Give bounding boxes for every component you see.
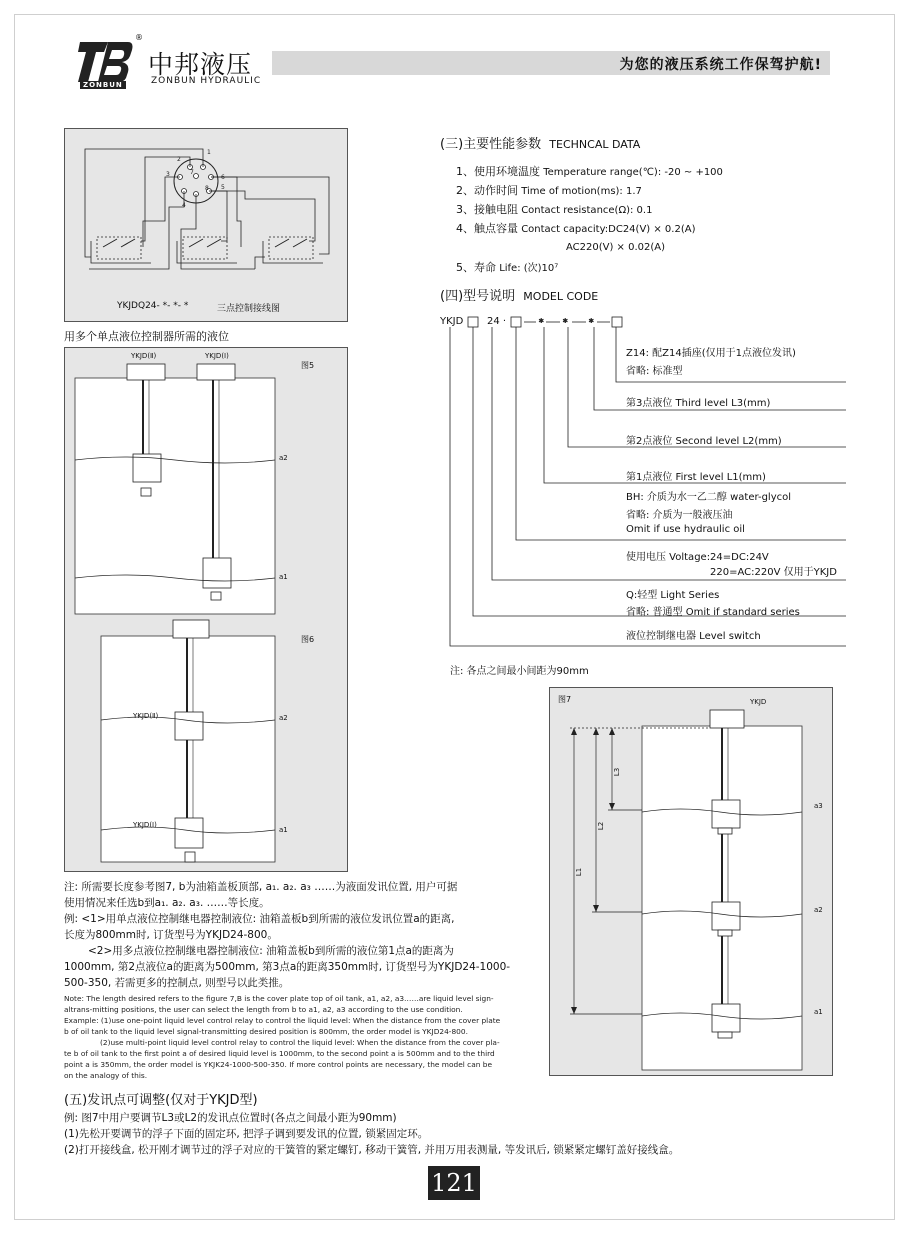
svg-text:*: * [589, 318, 594, 328]
fig7-panel [549, 687, 833, 1076]
fig7-diagram [550, 688, 832, 1075]
fig6-level-a1: a1 [279, 826, 288, 834]
multi-level-caption: 用多个单点液位控制器所需的液位 [64, 330, 229, 343]
pin-label: 5 [221, 184, 225, 191]
spec-item: 5、寿命 Life: (次)10⁷ [456, 261, 559, 274]
zonbun-logo-icon [78, 40, 134, 84]
fig7-dim-l3: L3 [613, 767, 622, 777]
slogan: 为您的液压系统工作保驾护航! [619, 57, 822, 73]
adjust-title: (五)发讯点可调整(仅对于YKJD型) [64, 1093, 258, 1108]
model-bh-omit: 省略: 介质为一般液压油 [626, 510, 733, 521]
fig7-title: 图7 [558, 695, 572, 704]
brand-name-cn: 中邦液压 [148, 50, 253, 79]
fig5-ctrl-label: YKJD(Ⅱ) [131, 352, 157, 360]
wiring-diagram [65, 129, 347, 321]
model-l2: 第2点液位 Second level L2(mm) [626, 436, 782, 447]
fig6-level-a2: a2 [279, 714, 288, 722]
fig7-level-a1: a1 [814, 1008, 823, 1016]
model-series-omit: 省略: 普通型 Omit if standard series [626, 607, 800, 618]
model-code-title: (四)型号说明 MODEL CODE [440, 289, 599, 304]
model-bh-omit-en: Omit if use hydraulic oil [626, 524, 745, 535]
pin-label: 8 [205, 185, 209, 192]
pin-label: 2 [177, 156, 181, 163]
brand-name-en: ZONBUN HYDRAULIC [151, 76, 262, 86]
spec-item: 4、触点容量 Contact capacity:DC24(V) × 0.2(A) [456, 222, 696, 235]
svg-text:*: * [539, 318, 544, 328]
notes-cn: 注: 所需要长度参考图7, b为油箱盖板顶部, a₁. a₂. a₃ ……为液面发讯位置, 用户可据 使用情况来任选b到a₁. a₂. a₃. ……等长度。 例: <1>用单点液位控制继电器控制液位: 油箱盖板b到所需的液位发讯位置a的距离, 长度为800mm时, 订货型号为YKJD24-800。 <2>用多点液位控制继电器控制液位: 油箱盖板b到所需的液位第1点a的距离为 1000mm, 第2点液位a的距离为500mm, 第3点a的距离350mm时, 订货型号为YKJD24-1000- 500-350, 若需更多的控制点, 则型号以此类推。 [64, 881, 511, 989]
pin-label: 4 [182, 202, 186, 209]
model-prefix: YKJD [440, 316, 464, 327]
tank-figures [65, 348, 347, 871]
fig5-ctrl-label: YKJD(Ⅰ) [205, 352, 229, 360]
model-code-24: 24 · [487, 316, 507, 327]
model-voltage-2: 220=AC:220V 仅用于YKJD [710, 567, 837, 578]
logo-text: ZONBUN [80, 81, 126, 89]
fig6-ctrl-label: YKJD(Ⅱ) [133, 712, 159, 720]
pin-label: 6 [221, 174, 225, 181]
fig5-title: 图5 [301, 361, 315, 370]
model-bh: BH: 介质为水一乙二醇 water-glycol [626, 492, 792, 503]
tech-data-list [456, 163, 836, 278]
model-l3: 第3点液位 Third level L3(mm) [626, 398, 771, 409]
page-number: 121 [428, 1166, 480, 1200]
spec-item: AC220(V) × 0.02(A) [566, 242, 666, 253]
fig5-level-a2: a2 [279, 454, 288, 462]
pin-label: 7 [190, 169, 194, 176]
fig7-level-a2: a2 [814, 906, 823, 914]
model-z14: Z14: 配Z14插座(仅用于1点液位发讯) [626, 348, 796, 359]
model-voltage: 使用电压 Voltage:24=DC:24V [626, 552, 769, 563]
fig6-title: 图6 [301, 635, 315, 644]
fig7-level-a3: a3 [814, 802, 823, 810]
fig7-dim-l2: L2 [597, 821, 606, 831]
pin-label: 1 [207, 149, 211, 156]
pin-label: 3 [166, 171, 170, 178]
model-note: 注: 各点之间最小间距为90mm [450, 666, 589, 677]
fig5-fig6-panel [64, 347, 348, 872]
model-z14-omit: 省略: 标准型 [626, 366, 683, 377]
fig7-ctrl-label: YKJD [750, 698, 767, 706]
spec-item: 2、动作时间 Time of motion(ms): 1.7 [456, 184, 642, 197]
fig5-level-a1: a1 [279, 573, 288, 581]
fig6-ctrl-label: YKJD(Ⅰ) [133, 821, 157, 829]
wiring-caption-title: 三点控制接线图 [217, 304, 281, 314]
adjust-body: 例: 图7中用户要调节L3或L2的发讯点位置时(各点之间最小距为90mm) (1)先松开要调节的浮子下面的固定环, 把浮子调到要发讯的位置, 锁紧固定环。 (2)打开接线盒, 松开刚才调节过的浮子对应的干簧管的紧定螺钉, 移动干簧管, 并用万用表测量, 等发讯后, 锁紧紧定螺钉盖好接线盒。 [64, 1112, 680, 1156]
registered-mark: ® [135, 33, 143, 42]
model-switch: 液位控制继电器 Level switch [626, 631, 761, 642]
spec-item: 3、接触电阻 Contact resistance(Ω): 0.1 [456, 203, 653, 216]
spec-item: 1、使用环境温度 Temperature range(℃): -20 ~ +100 [456, 165, 723, 178]
svg-text:*: * [563, 318, 568, 328]
slogan-bar [272, 51, 830, 75]
model-l1: 第1点液位 First level L1(mm) [626, 472, 766, 483]
notes-en: Note: The length desired refers to the figure 7,B is the cover plate top of oil tank, a1, a2, a3……are liquid level sign- altrans-mitting positions, the user can select the length from b to a1, a2, a3 according to the use condition. Example: (1)use one-point liquid level control relay to control the liquid level: When the distance from the cover plate b of oil tank to the liquid level signal-transmitting desired position is 800mm, the order model is YKJD24-800. (2)use multi-point liquid level control relay to control the liquid level: When the distance from the cover pla- te b of oil tank to the first point a of desired liquid level is 1000mm, to the second point a is 500mm and to the third point a is 350mm, the order model is YKJK24-1000-500-350. If more control points are necessary, the model can be on the analogy of this. [64, 994, 501, 1080]
wiring-diagram-panel [64, 128, 348, 322]
tech-data-title: (三)主要性能参数 TECHNCAL DATA [440, 137, 641, 152]
wiring-caption-model: YKJDQ24- *- *- * [117, 301, 189, 311]
fig7-dim-l1: L1 [575, 867, 584, 877]
model-series: Q:轻型 Light Series [626, 590, 720, 601]
